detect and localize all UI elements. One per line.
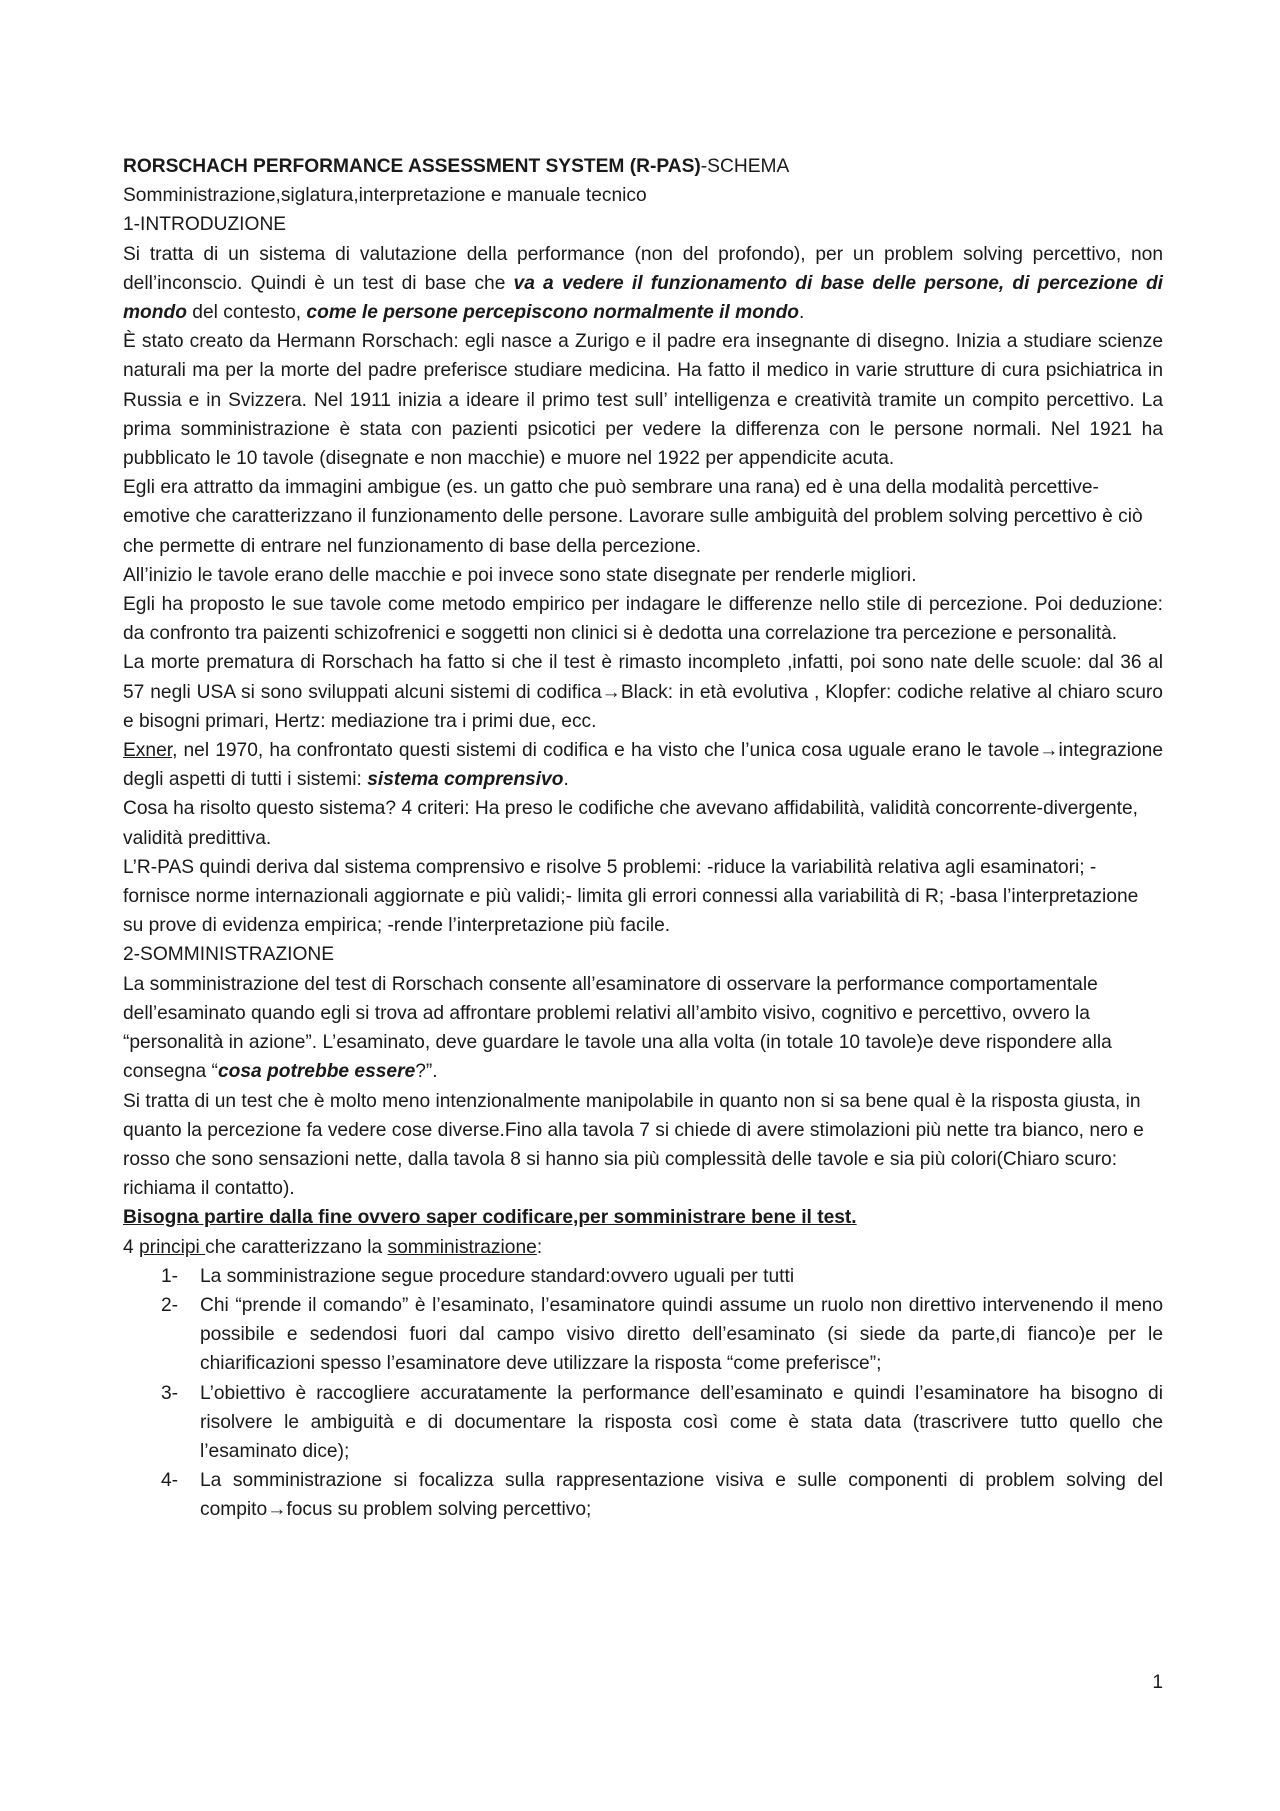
text-run: che caratterizzano la: [205, 1236, 388, 1258]
underlined-text: somministrazione: [387, 1236, 537, 1258]
title-suffix: -SCHEMA: [700, 156, 790, 177]
principles-list: [123, 1262, 1163, 1525]
paragraph: Egli era attratto da immagini ambigue (es. un gatto che può sembrare una rana) ed è una della modalità percettive-emotive che caratterizzano il funzionamento delle persone. Lavorare sulle ambiguità del problem solving percettivo è ciò che permette di entrare nel funzionamento di base della percezione.: [123, 477, 1143, 557]
paragraph: Cosa ha risolto questo sistema? 4 criteri: Ha preso le codifiche che avevano affidabilità, validità concorrente-divergente, validità predittiva.: [123, 798, 1138, 849]
paragraph: All’inizio le tavole erano delle macchie e poi invece sono state disegnate per renderle migliori.: [123, 564, 917, 586]
paragraph: [123, 970, 1163, 1087]
document-subtitle: Somministrazione,siglatura,interpretazione e manuale tecnico: [123, 185, 647, 207]
list-item: [123, 1379, 1163, 1467]
list-number: 4-: [161, 1470, 179, 1492]
text-run: integrazione degli aspetti di tutti i sistemi:: [123, 740, 1163, 791]
text-run: del contesto,: [186, 302, 307, 324]
page-number: 1: [1152, 1672, 1163, 1693]
list-item-text: focus su problem solving percettivo;: [286, 1499, 592, 1521]
title-bold: RORSCHACH PERFORMANCE ASSESSMENT SYSTEM (R-PAS): [123, 156, 701, 177]
text-run: Black: in età evolutiva , Klopfer: codiche relative al chiaro scuro e bisogni primari, Hertz: mediazione tra i primi due, ecc.: [123, 681, 1163, 732]
text-run: .: [799, 302, 805, 324]
bold-underlined-text: Bisogna partire dalla fine ovvero saper codificare,per somministrare bene il test.: [123, 1207, 857, 1229]
paragraph: È stato creato da Hermann Rorschach: egli nasce a Zurigo e il padre era insegnante di disegno. Inizia a studiare scienze naturali ma per la morte del padre preferisce studiare medicina. Ha fatto il medico in varie strutture di cura psichiatrica in Russia e in Svizzera. Nel 1911 inizia a ideare il primo test sull’ intelligenza e creatività tramite un compito percettivo. La prima somministrazione è stata con pazienti psicotici per vedere la differenza con le persone normali. Nel 1921 ha pubblicato le 10 tavole (disegnate e non macchie) e muore nel 1922 per appendicite acuta.: [123, 331, 1163, 470]
list-item: [123, 1466, 1163, 1524]
section-heading-somministrazione: 2-SOMMINISTRAZIONE: [123, 944, 335, 966]
list-number: 3-: [161, 1382, 179, 1404]
list-item-text: La somministrazione segue procedure standard:ovvero uguali per tutti: [200, 1265, 795, 1287]
underlined-text: principi: [139, 1236, 206, 1258]
section-heading-introduzione: 1-INTRODUZIONE: [123, 214, 287, 236]
emphasis-text: sistema comprensivo: [367, 769, 564, 791]
text-run: La morte prematura di Rorschach ha fatto si che il test è rimasto incompleto ,infatti, poi sono nate delle scuole: dal 36 al 57 negli USA si sono sviluppati alcuni sistemi di codifica: [123, 652, 1163, 703]
list-number: 2-: [161, 1294, 179, 1316]
list-item: [123, 1262, 1163, 1291]
paragraph: Si tratta di un test che è molto meno intenzionalmente manipolabile in quanto non si sa bene qual è la risposta giusta, in quanto la percezione fa vedere cose diverse.Fino alla tavola 7 si chiede di avere stimolazioni più nette tra bianco, nero e rosso che sono sensazioni nette, dalla tavola 8 si hanno sia più complessità delle tavole e sia più colori(Chiaro scuro: richiama il contatto).: [123, 1090, 1144, 1200]
list-number: 1-: [161, 1265, 179, 1287]
emphasis-text: va a vedere il funzionamento di base delle persone, di percezione di mondo: [123, 272, 1163, 324]
document-body: [123, 152, 1163, 1525]
list-item-text: La somministrazione si focalizza sulla rappresentazione visiva e sulle componenti di problem solving del compito: [200, 1470, 1163, 1521]
paragraph: [123, 648, 1163, 736]
arrow-icon: →: [601, 681, 621, 703]
text-run: ?”.: [415, 1061, 438, 1083]
highlight-paragraph: [123, 1203, 1163, 1232]
arrow-icon: →: [267, 1499, 287, 1521]
paragraph: [123, 1233, 1163, 1262]
emphasis-text: come le persone percepiscono normalmente il mondo: [306, 302, 800, 324]
arrow-icon: →: [1039, 740, 1059, 762]
list-item: [123, 1291, 1163, 1379]
list-item-text: L’obiettivo è raccogliere accuratamente la performance dell’esaminato e quindi l’esaminatore ha bisogno di risolvere le ambiguità e di documentare la risposta così come è stata data (trascrivere tutto quello che l’esaminato dice);: [200, 1382, 1163, 1462]
paragraph: [123, 736, 1163, 794]
emphasis-text: cosa potrebbe essere: [217, 1061, 416, 1083]
text-run: .: [563, 769, 569, 791]
underlined-name: Exner: [123, 740, 173, 762]
text-run: :: [536, 1236, 543, 1258]
paragraph: Egli ha proposto le sue tavole come metodo empirico per indagare le differenze nello stile di percezione. Poi deduzione: da confronto tra paizenti schizofrenici e soggetti non clinici si è dedotta una correlazione tra percezione e personalità.: [123, 594, 1163, 645]
paragraph: [123, 240, 1163, 328]
document-title: [123, 152, 1163, 181]
paragraph: L’R-PAS quindi deriva dal sistema comprensivo e risolve 5 problemi: -riduce la variabilità relativa agli esaminatori; -fornisce norme internazionali aggiornate e più validi;- limita gli errori connessi alla variabilità di R; -basa l’interpretazione su prove di evidenza empirica; -rende l’interpretazione più facile.: [123, 856, 1139, 937]
text-run: La somministrazione del test di Rorschach consente all’esaminatore di osservare la performance comportamentale dell’esaminato quando egli si trova ad affrontare problemi relativi all’ambito visivo, cognitivo e percettivo, ovvero la “personalità in azione”. L’esaminato, deve guardare le tavole una alla volta (in totale 10 tavole)e deve rispondere alla consegna “: [123, 973, 1112, 1083]
list-item-text: Chi “prende il comando” è l’esaminato, l’esaminatore quindi assume un ruolo non direttivo intervenendo il meno possibile e sedendosi fuori dal campo visivo diretto dell’esaminato (si siede da parte,di fianco)e per le chiarificazioni spesso l’esaminatore deve utilizzare la risposta “come preferisce”;: [200, 1294, 1163, 1375]
text-run: Si tratta di un sistema di valutazione della performance (non del profondo), per un problem solving percettivo, non dell’inconscio. Quindi è un test di base che: [123, 243, 1163, 294]
text-run: , nel 1970, ha confrontato questi sistemi di codifica e ha visto che l’unica cosa uguale erano le tavole: [172, 740, 1040, 762]
text-run: 4: [123, 1236, 140, 1258]
